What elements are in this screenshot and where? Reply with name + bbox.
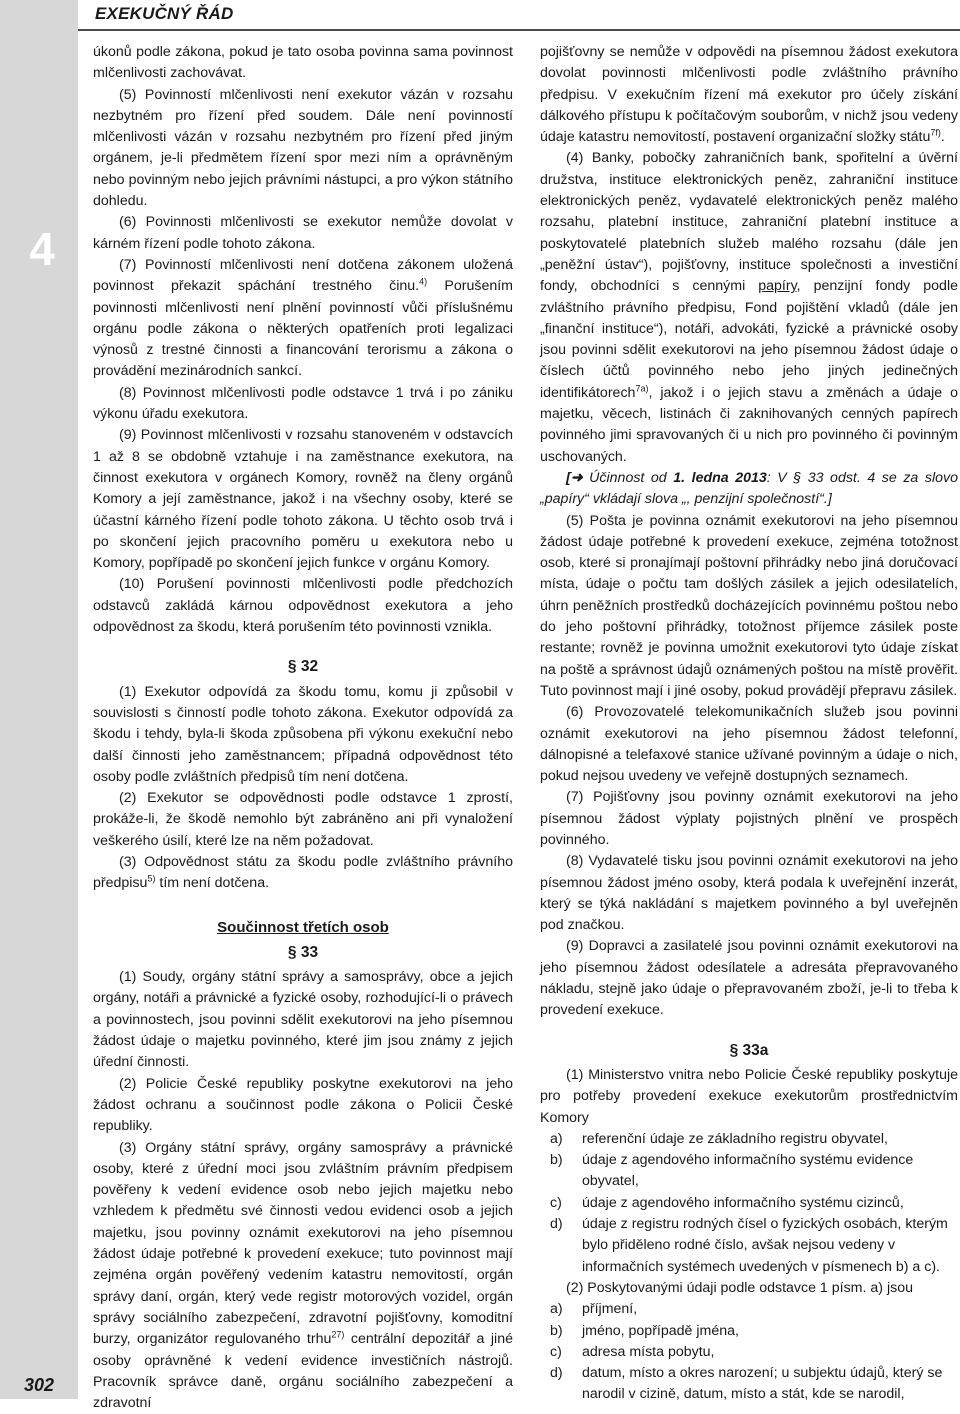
paragraph: (10) Porušení povinnosti mlčenlivosti podle předchozích odstavců zakládá kárnou odpovědnost exekutora a jeho odpovědnost za škodu, která porušením této povinnosti vznikla. — [93, 576, 513, 636]
chapter-number: 4 — [29, 223, 55, 275]
paragraph: (8) Vydavatelé tisku jsou povinni oznámit exekutorovi na jeho písemnou žádost jméno osoby, která podala k uveřejnění inzerát, který se týká nakládání s majetkem povinného a byl uveřejněn pod značkou. — [540, 853, 958, 934]
list-text: údaje z agendového informačního systému cizinců, — [582, 1194, 904, 1211]
footnote-ref: 7a) — [635, 383, 649, 394]
paragraph: úkonů podle zákona, pokud je tato osoba povinna sama povinnost mlčenlivosti zachovávat. — [93, 44, 513, 82]
text-run: , jakož i o jejich stavu a změnách a údaje o majetku, věcech, listinách či zaknihovaných cenných papírech povinného jimi spravovaných či u nich pro povinného či povinným uschovaných. — [540, 384, 958, 465]
list-item — [540, 1193, 958, 1214]
text-run: (3) Odpovědnost státu za škodu podle zvláštního právního předpisu — [93, 853, 513, 892]
section-number: § 32 — [287, 658, 319, 676]
text-run: tím není dotčena. — [155, 875, 270, 892]
note-bracket: [ — [566, 469, 571, 486]
text-run: pojišťovny se nemůže v odpovědi na písemnou žádost exekutora dovolat povinnosti mlčenlivosti podle zvláštního právního předpisu. V exekučním řízení má exekutor pro účely získání dálkového přístupu k počítačovým souborům, v nichž jsou vedeny údaje katastru nemovitostí, postavení organizační složky státu — [540, 44, 958, 146]
text-run: : V § 33 odst. 4 se za slovo „papíry“ vkládají slova „, penzijní společností“.] — [540, 469, 958, 508]
paragraph: (9) Dopravci a zasilatelé jsou povinni oznámit exekutorovi na jeho písemnou žádost odesílatele a adresáta přepravovaného nákladu, stejně jako údaje o přepravovaném zboží, je-li to třeba k provedení exekuce. — [540, 938, 958, 1019]
arrow-icon: ➜ — [570, 469, 583, 486]
list-label: d) — [550, 1365, 563, 1382]
running-header-title: EXEKUČNÝ ŘÁD — [95, 4, 234, 23]
text-run: centrální depozitář a jiné osoby oprávněné k vedení evidence investičních nástrojů. Pracovník správce daně, orgánu sociálního zabezpečení a zdravotní — [93, 1331, 513, 1412]
list-item — [540, 1321, 958, 1342]
footnote-ref: 27) — [331, 1329, 345, 1340]
list-item — [540, 1214, 958, 1278]
paragraph — [540, 148, 958, 467]
list-text: datum, místo a okres narození; u subjektu údajů, který se narodil v cizině, datum, místo a stát, kde se narodil, — [582, 1365, 943, 1403]
paragraph — [93, 255, 513, 383]
text-run: Účinnost od — [582, 469, 674, 486]
paragraph: (1) Ministerstvo vnitra nebo Policie České republiky poskytuje pro potřeby provedení exekuce exekutorům prostřednictvím Komory — [540, 1066, 958, 1126]
paragraph: (7) Pojišťovny jsou povinny oznámit exekutorovi na jeho písemnou žádost výplaty pojistných plnění ve prospěch povinného. — [540, 789, 958, 848]
list-text: referenční údaje ze základního registru obyvatel, — [582, 1130, 889, 1147]
list-label: c) — [550, 1194, 562, 1211]
paragraph: (6) Provozovatelé telekomunikačních služeb jsou povinni oznámit exekutorovi na jeho písemnou žádost telefonní, dálnopisné a telefaxové stanice užívané povinným a údaje o nich, pokud nejsou uvedeny ve veřejně dostupných seznamech. — [540, 704, 958, 785]
text-run: . — [940, 129, 945, 146]
paragraph: (2) Policie České republiky poskytne exekutorovi na jeho žádost ochranu a součinnost podle zákona o Policii České republiky. — [93, 1075, 513, 1135]
list-text: údaje z agendového informačního systému evidence obyvatel, — [582, 1152, 914, 1190]
paragraph — [93, 1138, 513, 1414]
header-rule — [78, 29, 960, 31]
list-item — [540, 1150, 958, 1193]
list-text: příjmení, — [582, 1301, 638, 1318]
text-run: (7) Povinností mlčenlivosti není dotčena zákonem uložená povinnost překazit spáchání trestného činu. — [93, 256, 513, 295]
footnote-ref: 4) — [419, 276, 428, 287]
footnote-ref: 5) — [147, 873, 156, 884]
amendment-note — [540, 468, 958, 511]
paragraph — [93, 852, 513, 895]
paragraph: (5) Povinností mlčenlivosti není exekutor vázán v rozsahu nezbytném pro řízení před soudem. Dále není povinností mlčenlivosti vázán v rozsahu nezbytném pro řízení před jiným orgánem, je-li předmětem řízení spor mezi ním a oprávněným nebo povinným nebo jejich právními nástupci, a pro výkon státního dohledu. — [93, 86, 513, 210]
paragraph: (2) Exekutor se odpovědnosti podle odstavce 1 zprostí, prokáže-li, že škodě nemohlo být zabráněno ani při vynaložení veškerého úsilí, které lze na něm požadovat. — [93, 790, 513, 849]
list-item — [540, 1129, 958, 1150]
list-label: c) — [550, 1343, 562, 1360]
paragraph: (1) Exekutor odpovídá za škodu tomu, komu ji způsobil v souvislosti s činností podle tohoto zákona. Exekutor odpovídá za škodu i tehdy, byla-li škoda způsobena při výkonu exekuční nebo další činnosti jeho zaměstnancem; případná odpovědnost této osoby podle zvláštních předpisů tím není dotčena. — [93, 683, 513, 785]
paragraph: (5) Pošta je povinna oznámit exekutorovi na jeho písemnou žádost údaje potřebné k provedení exekuce, zejména totožnost osob, které si pronajímají poštovní přihrádky nebo jiná doručovací místa, údaje o počtu tam došlých zásilek a jejich odesilatelích, úhrn peněžních prostředků docházejících povinnému poštou nebo do jeho poštovní přihrádky, totožnost příjemce zásilek poste restante; rovněž je povinna umožnit exekutorovi tyto údaje získat na poště a správnost údajů oznámených poštou na místě prověřit. Tuto povinnost mají i jiné osoby, pokud provádějí přepravu zásilek. — [540, 512, 958, 699]
list-label: a) — [550, 1130, 563, 1147]
section-number: § 33 — [287, 943, 319, 961]
hyperlinked-term[interactable]: papíry — [758, 278, 797, 295]
paragraph — [540, 42, 958, 148]
list-text: jméno, popřípadě jména, — [582, 1322, 739, 1339]
text-run: , penzijní fondy podle zvláštního právního předpisu, Fond pojištění vkladů (dále jen „finanční instituce“), notáři, advokáti, fyzické a právnické osoby jsou povinni sdělit exekutorovi na jeho písemnou žádost údaje o číslech účtů povinného nebo jeho jiných jedinečných identifikátorech — [540, 278, 958, 401]
right-column — [540, 42, 958, 1406]
text-run: Porušením povinnosti mlčenlivosti není plnění povinností vůči příslušnému orgánu podle zákona o některých opatřeních proti legalizaci výnosů z trestné činnosti a financování terorismu a zákona o provádění mezinárodních sankcí. — [93, 278, 513, 380]
paragraph: (1) Soudy, orgány státní správy a samosprávy, obce a jejich orgány, notáři a právnické a fyzické osoby, rozhodující-li o právech a povinnostech, jsou povinni sdělit exekutorovi na jeho písemnou žádost údaje o majetku povinného, které jim jsou známy z jejich úřední činnosti. — [93, 969, 513, 1071]
list-item — [540, 1342, 958, 1363]
effective-date: 1. ledna 2013 — [673, 469, 767, 486]
paragraph: (8) Povinnost mlčenlivosti podle odstavce 1 trvá i po zániku výkonu úřadu exekutora. — [93, 384, 513, 423]
list — [540, 1129, 958, 1278]
list-label: d) — [550, 1216, 563, 1233]
list-label: a) — [550, 1301, 563, 1318]
left-column — [93, 42, 513, 1414]
list-item — [540, 1299, 958, 1320]
list-item — [540, 1363, 958, 1406]
list-label: b) — [550, 1322, 563, 1339]
paragraph: (2) Poskytovanými údaji podle odstavce 1 písm. a) jsou — [566, 1279, 913, 1296]
list-text: údaje z registru rodných čísel o fyzických osobách, kterým bylo přiděleno rodné číslo, avšak nejsou vedeny v informačních systémech uvedených v písmenech b) a c). — [582, 1216, 948, 1275]
list-text: adresa místa pobytu, — [582, 1343, 715, 1360]
chapter-sidebar — [0, 0, 78, 1399]
paragraph: (9) Povinnost mlčenlivosti v rozsahu stanoveném v odstavcích 1 až 8 se obdobně vztahuje i na zaměstnance exekutora, na činnost exekutora v orgánech Komory, rovněž na členy orgánů Komory a její zaměstnance, jakož i na všechny osoby, které se účastní kárného řízení podle tohoto zákona. U těchto osob trvá i po skončení jejich pracovního poměru u exekutora nebo u Komory, popřípadě po skončení jejich funkce v orgánu Komory. — [93, 427, 513, 572]
text-run: (3) Orgány státní správy, orgány samosprávy a právnické osoby, které z úřední moci jsou zvláštním právním předpisem pověřeny k vedení evidence osob nebo jejich majetku nebo vzhledem k předmětu své činnosti vedou evidenci osob a jejich majetku, jsou povinny oznámit exekutorovi na jeho písemnou žádost údaje potřebné k provedení exekuce; tuto povinnost mají zejména orgán pověřený vedením katastru nemovitostí, orgán správy daní, orgán, který vede registr motorových vozidel, orgán správy sociálního zabezpečení, zdravotní pojišťovny, komoditní burzy, organizátor regulovaného trhu — [93, 1139, 513, 1348]
footnote-ref: 7f) — [930, 127, 941, 138]
page-number: 302 — [23, 1375, 55, 1395]
list-label: b) — [550, 1152, 563, 1169]
paragraph: (6) Povinnosti mlčenlivosti se exekutor nemůže dovolat v kárném řízení podle tohoto zákona. — [93, 214, 513, 252]
text-run: (4) Banky, pobočky zahraničních bank, spořitelní a úvěrní družstva, instituce elektronických peněz, zahraniční instituce elektronických peněz, vydavatelé elektronických peněz malého rozsahu, platební instituce, zahraniční platební instituce a poskytovatelé platebních služeb malého rozsahu (dále jen „peněžní ústav“), pojišťovny, instituce společnosti a investiční fondy, obchodníci s cennými — [540, 150, 958, 295]
list — [540, 1299, 958, 1405]
section-heading: Součinnost třetích osob — [217, 918, 389, 936]
section-number: § 33a — [729, 1041, 769, 1059]
